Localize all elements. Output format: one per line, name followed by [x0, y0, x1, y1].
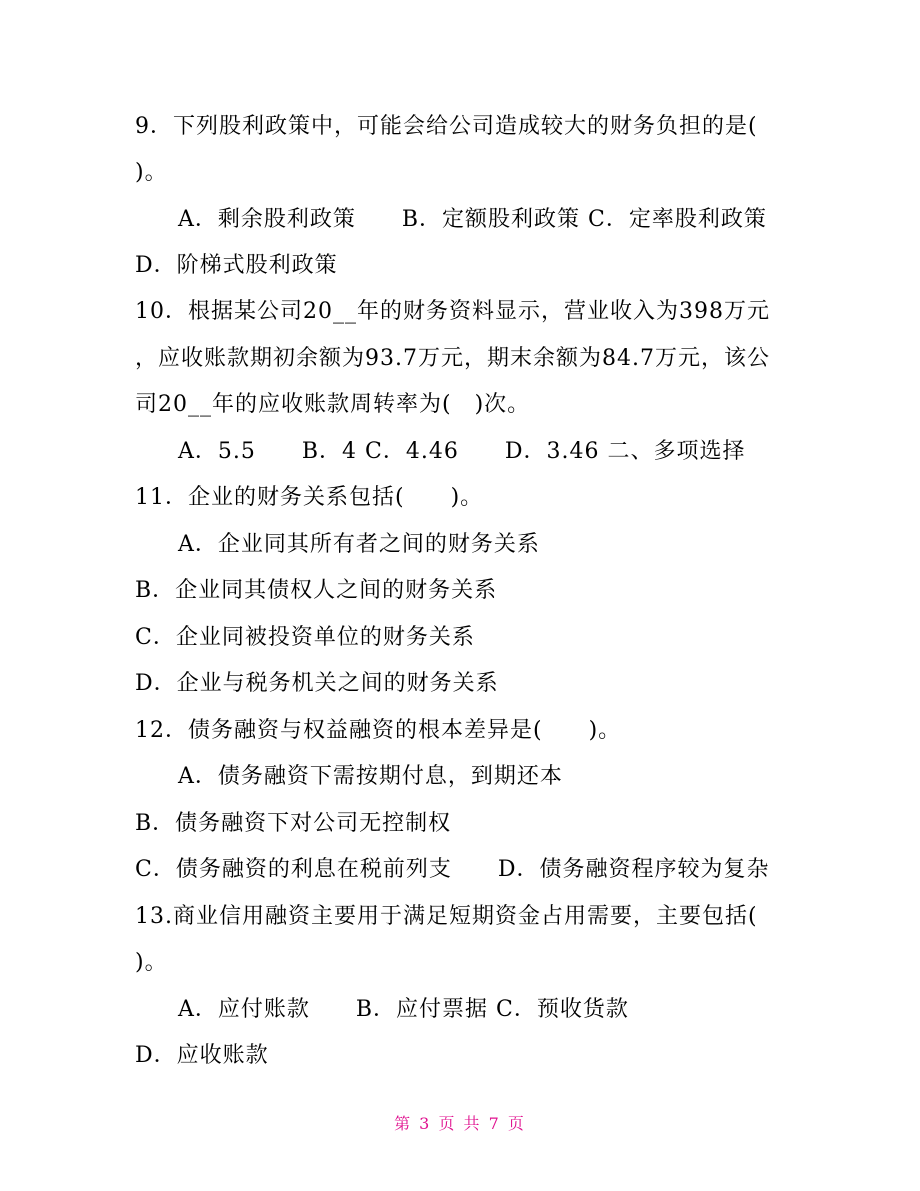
question-12-options-c-d: C．债务融资的利息在税前列支 D．债务融资程序较为复杂: [135, 857, 770, 882]
question-11-option-c: C．企业同被投资单位的财务关系: [135, 625, 475, 650]
question-10-stem-cont: ，应收账款期初余额为93.7万元，期末余额为84.7万元，该公: [135, 346, 770, 371]
question-9-stem-cont: )。: [135, 160, 168, 185]
question-13-option-d: D．应收账款: [135, 1043, 269, 1068]
question-12-option-a: A．债务融资下需按期付息，到期还本: [178, 764, 563, 789]
question-10-stem: 10．根据某公司20__年的财务资料显示，营业收入为398万元: [135, 299, 770, 324]
question-12-stem: 12．债务融资与权益融资的根本差异是( )。: [135, 718, 622, 743]
question-13-stem-cont: )。: [135, 950, 168, 975]
question-9-options-a-c: A．剩余股利政策 B．定额股利政策 C．定率股利政策: [178, 207, 767, 232]
question-11-option-a: A．企业同其所有者之间的财务关系: [178, 532, 540, 557]
question-9-option-d: D．阶梯式股利政策: [135, 253, 338, 278]
page-number-footer: 第 3 页 共 7 页: [394, 1114, 526, 1133]
question-10-stem-end: 司20__年的应收账款周转率为( )次。: [135, 392, 531, 417]
question-10-options: A．5.5 B．4 C．4.46 D．3.46 二、多项选择: [178, 439, 746, 464]
question-9-stem: 9．下列股利政策中，可能会给公司造成较大的财务负担的是(: [135, 114, 758, 139]
question-13-options-a-c: A．应付账款 B．应付票据 C．预收货款: [178, 997, 629, 1022]
question-11-option-b: B．企业同其债权人之间的财务关系: [135, 578, 498, 603]
question-11-stem: 11．企业的财务关系包括( )。: [135, 485, 484, 510]
question-11-option-d: D．企业与税务机关之间的财务关系: [135, 671, 499, 696]
question-12-option-b: B．债务融资下对公司无控制权: [135, 811, 452, 836]
question-13-stem: 13.商业信用融资主要用于满足短期资金占用需要，主要包括(: [135, 904, 758, 929]
